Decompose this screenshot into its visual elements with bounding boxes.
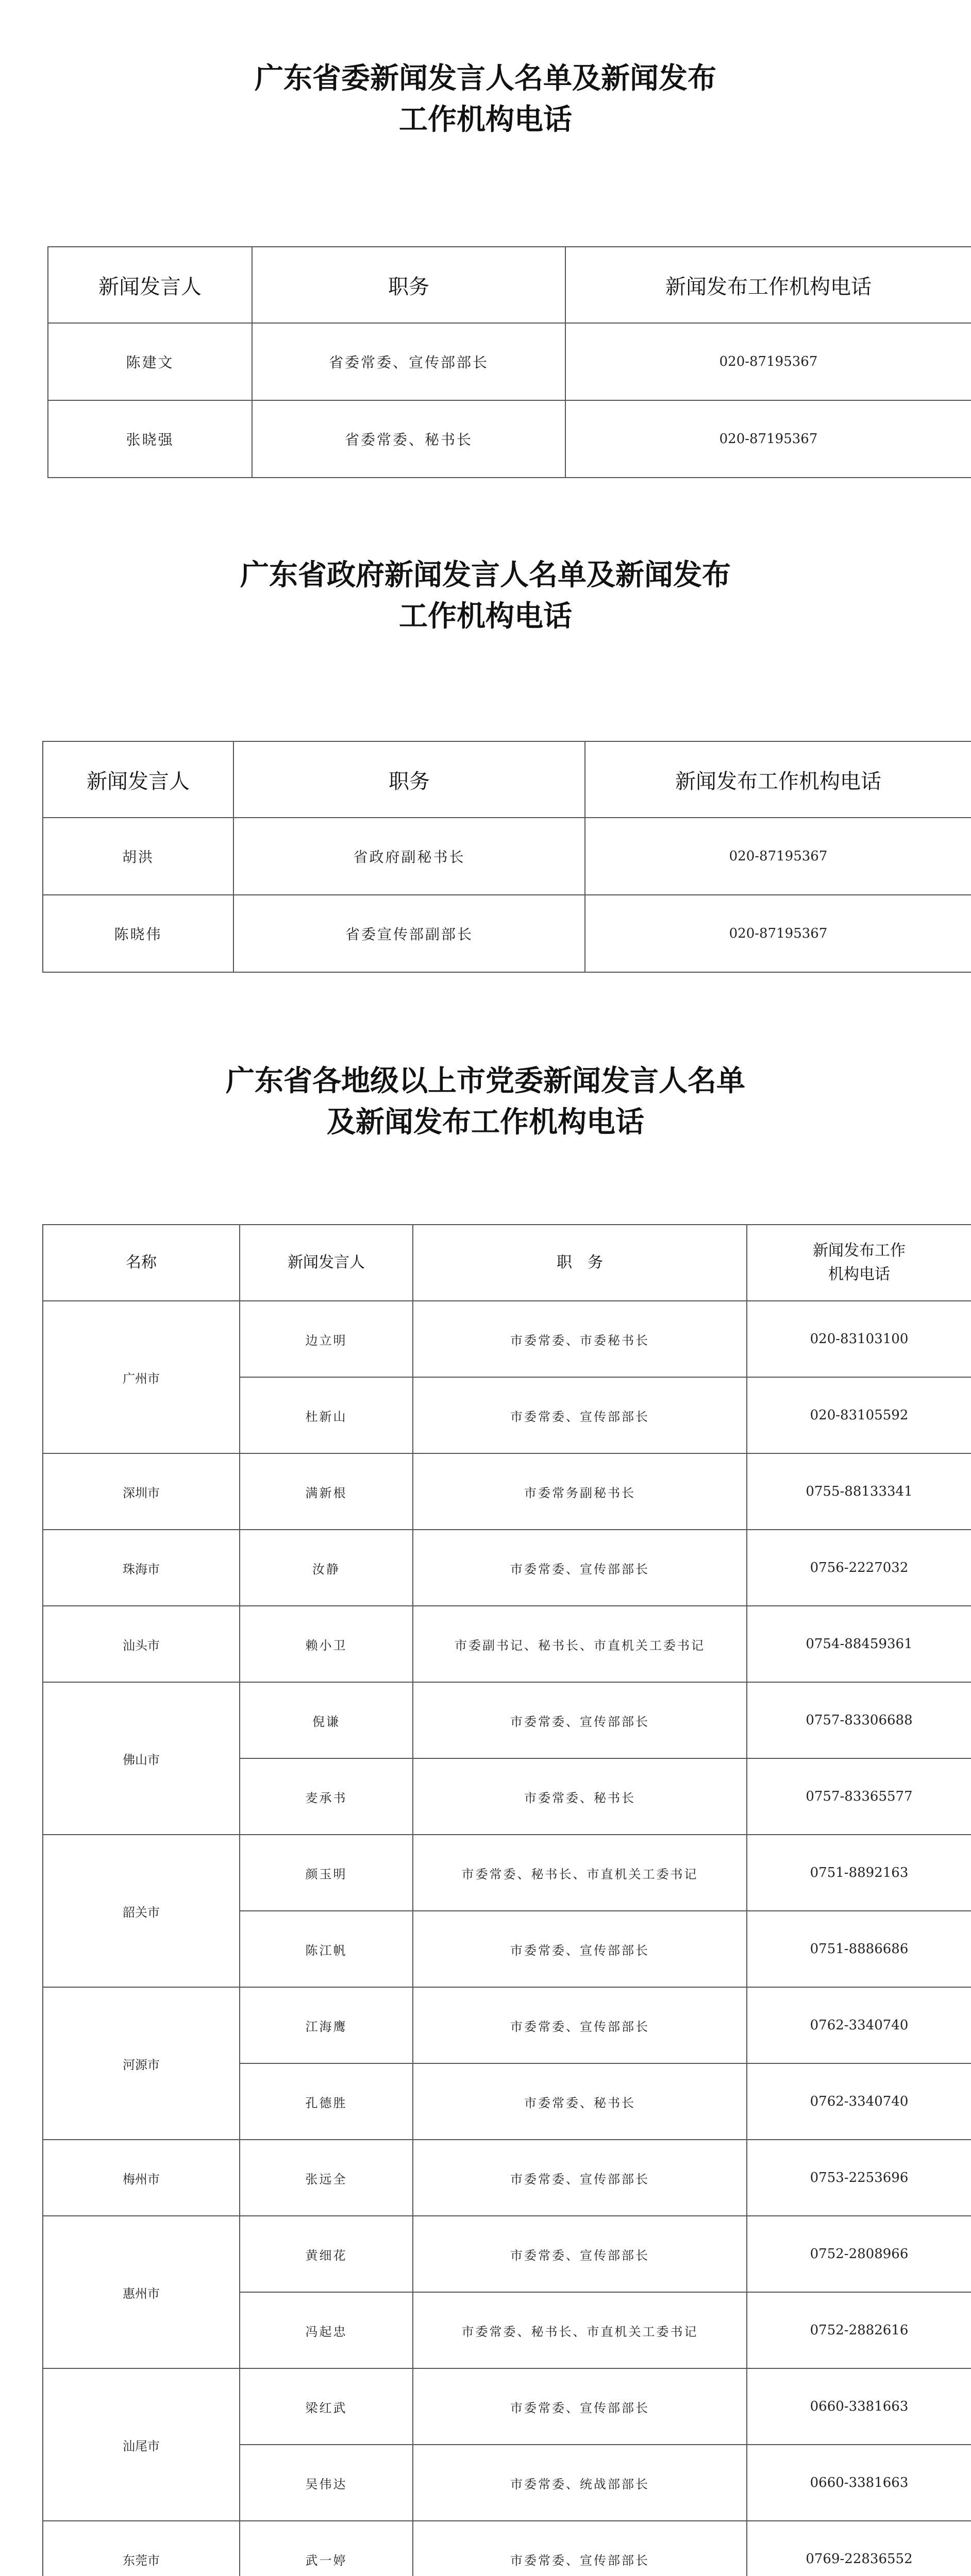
office-phone: 0754-88459361 [747,1606,971,1682]
table-header-row [48,247,971,323]
spokesperson-name: 陈江帆 [240,1911,413,1987]
office-phone: 020-87195367 [565,400,971,478]
spokesperson-name: 武一婷 [240,2521,413,2576]
header-post: 职务 [252,247,565,323]
table-row [43,1301,971,1377]
office-phone: 0660-3381663 [747,2445,971,2521]
spokesperson-name: 张晓强 [48,400,252,478]
table-row [43,2140,971,2216]
table-row [43,2368,971,2445]
header-post: 职务 [233,741,585,818]
spokesperson-post: 省委宣传部副部长 [233,895,585,972]
header-spokesperson: 新闻发言人 [48,247,252,323]
section2-title-line2: 工作机构电话 [399,599,572,633]
spokesperson-name: 黄细花 [240,2216,413,2292]
spokesperson-name: 颜玉明 [240,1835,413,1911]
office-phone: 020-83103100 [747,1301,971,1377]
table-row [43,1835,971,1911]
table-row [43,2521,971,2576]
city-name: 汕尾市 [43,2368,240,2521]
spokesperson-name: 边立明 [240,1301,413,1377]
city-name: 汕头市 [43,1606,240,1682]
office-phone: 020-87195367 [585,895,971,972]
header-phone: 新闻发布工作机构电话 [565,247,971,323]
table-row [43,1453,971,1530]
section3-title-line1: 广东省各地级以上市党委新闻发言人名单 [226,1064,745,1098]
spokesperson-name: 汝静 [240,1530,413,1606]
header-spokesperson: 新闻发言人 [43,741,233,818]
table-header-row [43,741,971,818]
office-phone: 0757-83306688 [747,1682,971,1758]
office-phone: 020-83105592 [747,1377,971,1453]
spokesperson-name: 满新根 [240,1453,413,1530]
spokesperson-post: 市委常委、秘书长 [413,1758,747,1835]
header-phone-line2: 机构电话 [828,1265,890,1283]
office-phone: 0755-88133341 [747,1453,971,1530]
table-row [43,1530,971,1606]
table-row [43,895,971,972]
spokesperson-post: 市委常委、宣传部部长 [413,2216,747,2292]
spokesperson-name: 麦承书 [240,1758,413,1835]
spokesperson-name: 孔德胜 [240,2063,413,2140]
provincial-party-spokesperson-table [47,246,971,478]
table-row [43,1987,971,2063]
office-phone: 0752-2808966 [747,2216,971,2292]
spokesperson-post: 市委常委、宣传部部长 [413,2521,747,2576]
spokesperson-post: 市委常委、秘书长 [413,2063,747,2140]
spokesperson-post: 市委常委、秘书长、市直机关工委书记 [413,1835,747,1911]
city-name: 深圳市 [43,1453,240,1530]
city-name: 珠海市 [43,1530,240,1606]
office-phone: 0762-3340740 [747,2063,971,2140]
office-phone: 0751-8886686 [747,1911,971,1987]
header-spokesperson: 新闻发言人 [240,1225,413,1301]
spokesperson-post: 市委常委、宣传部部长 [413,1987,747,2063]
spokesperson-name: 胡洪 [43,818,233,895]
city-name: 惠州市 [43,2216,240,2368]
spokesperson-name: 倪谦 [240,1682,413,1758]
table-row [43,818,971,895]
provincial-government-spokesperson-table [42,741,971,973]
spokesperson-post: 省政府副秘书长 [233,818,585,895]
office-phone: 020-87195367 [585,818,971,895]
table-row [43,2216,971,2292]
spokesperson-name: 张远全 [240,2140,413,2216]
header-city: 名称 [43,1225,240,1301]
office-phone: 0756-2227032 [747,1530,971,1606]
section2-title [0,554,971,637]
spokesperson-post: 市委常委、宣传部部长 [413,1377,747,1453]
office-phone: 0660-3381663 [747,2368,971,2445]
spokesperson-post: 市委常务副秘书长 [413,1453,747,1530]
city-name: 河源市 [43,1987,240,2140]
spokesperson-post: 市委常委、宣传部部长 [413,1682,747,1758]
spokesperson-name: 梁红武 [240,2368,413,2445]
section3-title-line2: 及新闻发布工作机构电话 [327,1105,644,1139]
city-name: 佛山市 [43,1682,240,1835]
spokesperson-post: 市委常委、统战部部长 [413,2445,747,2521]
office-phone: 0753-2253696 [747,2140,971,2216]
office-phone: 0752-2882616 [747,2292,971,2368]
section1-title-line2: 工作机构电话 [399,103,572,137]
spokesperson-name: 江海鹰 [240,1987,413,2063]
office-phone: 0769-22836552 [747,2521,971,2576]
office-phone: 020-87195367 [565,323,971,400]
city-name: 韶关市 [43,1835,240,1987]
section1-title [0,58,971,140]
spokesperson-post: 市委副书记、秘书长、市直机关工委书记 [413,1606,747,1682]
section3-title [0,1060,971,1143]
city-spokesperson-table [42,1224,971,2576]
spokesperson-post: 省委常委、秘书长 [252,400,565,478]
spokesperson-name: 吴伟达 [240,2445,413,2521]
city-name: 广州市 [43,1301,240,1453]
section1-title-line1: 广东省委新闻发言人名单及新闻发布 [255,61,716,95]
office-phone: 0762-3340740 [747,1987,971,2063]
spokesperson-post: 市委常委、宣传部部长 [413,1530,747,1606]
header-phone: 新闻发布工作机构电话 [585,741,971,818]
spokesperson-post: 市委常委、宣传部部长 [413,1911,747,1987]
section2-title-line1: 广东省政府新闻发言人名单及新闻发布 [240,558,731,592]
city-name: 梅州市 [43,2140,240,2216]
spokesperson-name: 陈建文 [48,323,252,400]
spokesperson-name: 杜新山 [240,1377,413,1453]
spokesperson-post: 市委常委、宣传部部长 [413,2140,747,2216]
header-phone [747,1225,971,1301]
table-row [48,400,971,478]
spokesperson-post: 市委常委、宣传部部长 [413,2368,747,2445]
spokesperson-post: 市委常委、市委秘书长 [413,1301,747,1377]
spokesperson-name: 赖小卫 [240,1606,413,1682]
office-phone: 0757-83365577 [747,1758,971,1835]
table-row [43,1606,971,1682]
office-phone: 0751-8892163 [747,1835,971,1911]
city-name: 东莞市 [43,2521,240,2576]
table-row [43,1682,971,1758]
header-phone-line1: 新闻发布工作 [813,1242,906,1260]
spokesperson-post: 省委常委、宣传部部长 [252,323,565,400]
spokesperson-post: 市委常委、秘书长、市直机关工委书记 [413,2292,747,2368]
spokesperson-name: 冯起忠 [240,2292,413,2368]
header-post: 职 务 [413,1225,747,1301]
table-header-row [43,1225,971,1301]
table-row [48,323,971,400]
spokesperson-name: 陈晓伟 [43,895,233,972]
